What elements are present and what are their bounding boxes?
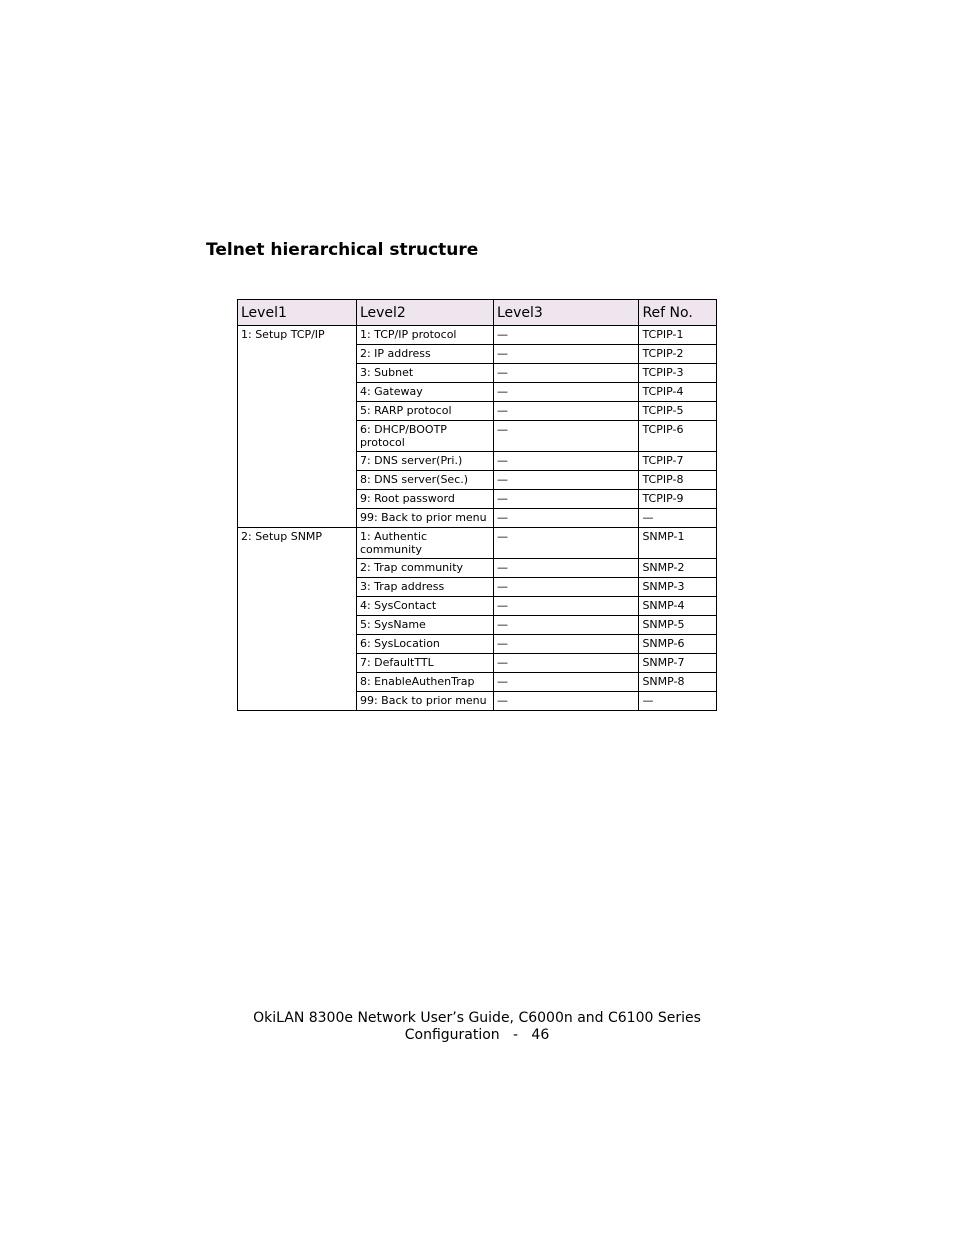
cell-level3: —	[493, 692, 639, 711]
cell-level2: 3: Subnet	[356, 364, 493, 383]
cell-level2: 7: DNS server(Pri.)	[356, 452, 493, 471]
table-row	[238, 326, 717, 345]
cell-ref-no: TCPIP-6	[639, 421, 717, 452]
cell-level2: 3: Trap address	[356, 578, 493, 597]
hierarchy-table	[237, 299, 717, 711]
cell-ref-no: —	[639, 509, 717, 528]
cell-level2: 6: DHCP/BOOTP protocol	[356, 421, 493, 452]
cell-level2: 2: IP address	[356, 345, 493, 364]
cell-level2: 5: SysName	[356, 616, 493, 635]
cell-level2: 4: SysContact	[356, 597, 493, 616]
cell-level3: —	[493, 673, 639, 692]
cell-level3: —	[493, 402, 639, 421]
header-ref-no: Ref No.	[639, 300, 717, 326]
cell-level3: —	[493, 452, 639, 471]
cell-level1: 1: Setup TCP/IP	[238, 326, 357, 528]
cell-level3: —	[493, 597, 639, 616]
header-level2: Level2	[356, 300, 493, 326]
table-body	[238, 326, 717, 711]
cell-level2: 2: Trap community	[356, 559, 493, 578]
cell-level3: —	[493, 345, 639, 364]
cell-level2: 6: SysLocation	[356, 635, 493, 654]
cell-level1: 2: Setup SNMP	[238, 528, 357, 711]
cell-ref-no: SNMP-5	[639, 616, 717, 635]
cell-ref-no: TCPIP-4	[639, 383, 717, 402]
cell-ref-no: SNMP-2	[639, 559, 717, 578]
cell-level3: —	[493, 528, 639, 559]
cell-level2: 1: TCP/IP protocol	[356, 326, 493, 345]
cell-ref-no: SNMP-7	[639, 654, 717, 673]
cell-level2: 8: DNS server(Sec.)	[356, 471, 493, 490]
cell-level3: —	[493, 471, 639, 490]
cell-ref-no: TCPIP-3	[639, 364, 717, 383]
cell-ref-no: TCPIP-2	[639, 345, 717, 364]
header-level1: Level1	[238, 300, 357, 326]
cell-level3: —	[493, 326, 639, 345]
cell-level2: 4: Gateway	[356, 383, 493, 402]
cell-level2: 1: Authentic community	[356, 528, 493, 559]
cell-ref-no: TCPIP-8	[639, 471, 717, 490]
cell-ref-no: TCPIP-7	[639, 452, 717, 471]
cell-ref-no: SNMP-1	[639, 528, 717, 559]
cell-level3: —	[493, 616, 639, 635]
cell-ref-no: SNMP-8	[639, 673, 717, 692]
cell-level3: —	[493, 509, 639, 528]
cell-ref-no: SNMP-6	[639, 635, 717, 654]
cell-level3: —	[493, 490, 639, 509]
cell-level3: —	[493, 559, 639, 578]
cell-level2: 99: Back to prior menu	[356, 509, 493, 528]
cell-ref-no: SNMP-4	[639, 597, 717, 616]
cell-level2: 7: DefaultTTL	[356, 654, 493, 673]
cell-ref-no: TCPIP-5	[639, 402, 717, 421]
cell-level2: 5: RARP protocol	[356, 402, 493, 421]
cell-level3: —	[493, 654, 639, 673]
table-row	[238, 528, 717, 559]
cell-ref-no: SNMP-3	[639, 578, 717, 597]
table-header-row	[238, 300, 717, 326]
cell-ref-no: TCPIP-9	[639, 490, 717, 509]
cell-level2: 99: Back to prior menu	[356, 692, 493, 711]
cell-ref-no: —	[639, 692, 717, 711]
cell-level3: —	[493, 635, 639, 654]
header-level3: Level3	[493, 300, 639, 326]
cell-level3: —	[493, 383, 639, 402]
cell-level2: 8: EnableAuthenTrap	[356, 673, 493, 692]
cell-level2: 9: Root password	[356, 490, 493, 509]
cell-level3: —	[493, 578, 639, 597]
page-title: Telnet hierarchical structure	[206, 240, 479, 260]
footer-page-number: Configuration - 46	[404, 1027, 550, 1043]
cell-ref-no: TCPIP-1	[639, 326, 717, 345]
footer-guide-title: OkiLAN 8300e Network User’s Guide, C6000n and C6100 Series	[253, 1010, 701, 1026]
cell-level3: —	[493, 364, 639, 383]
cell-level3: —	[493, 421, 639, 452]
